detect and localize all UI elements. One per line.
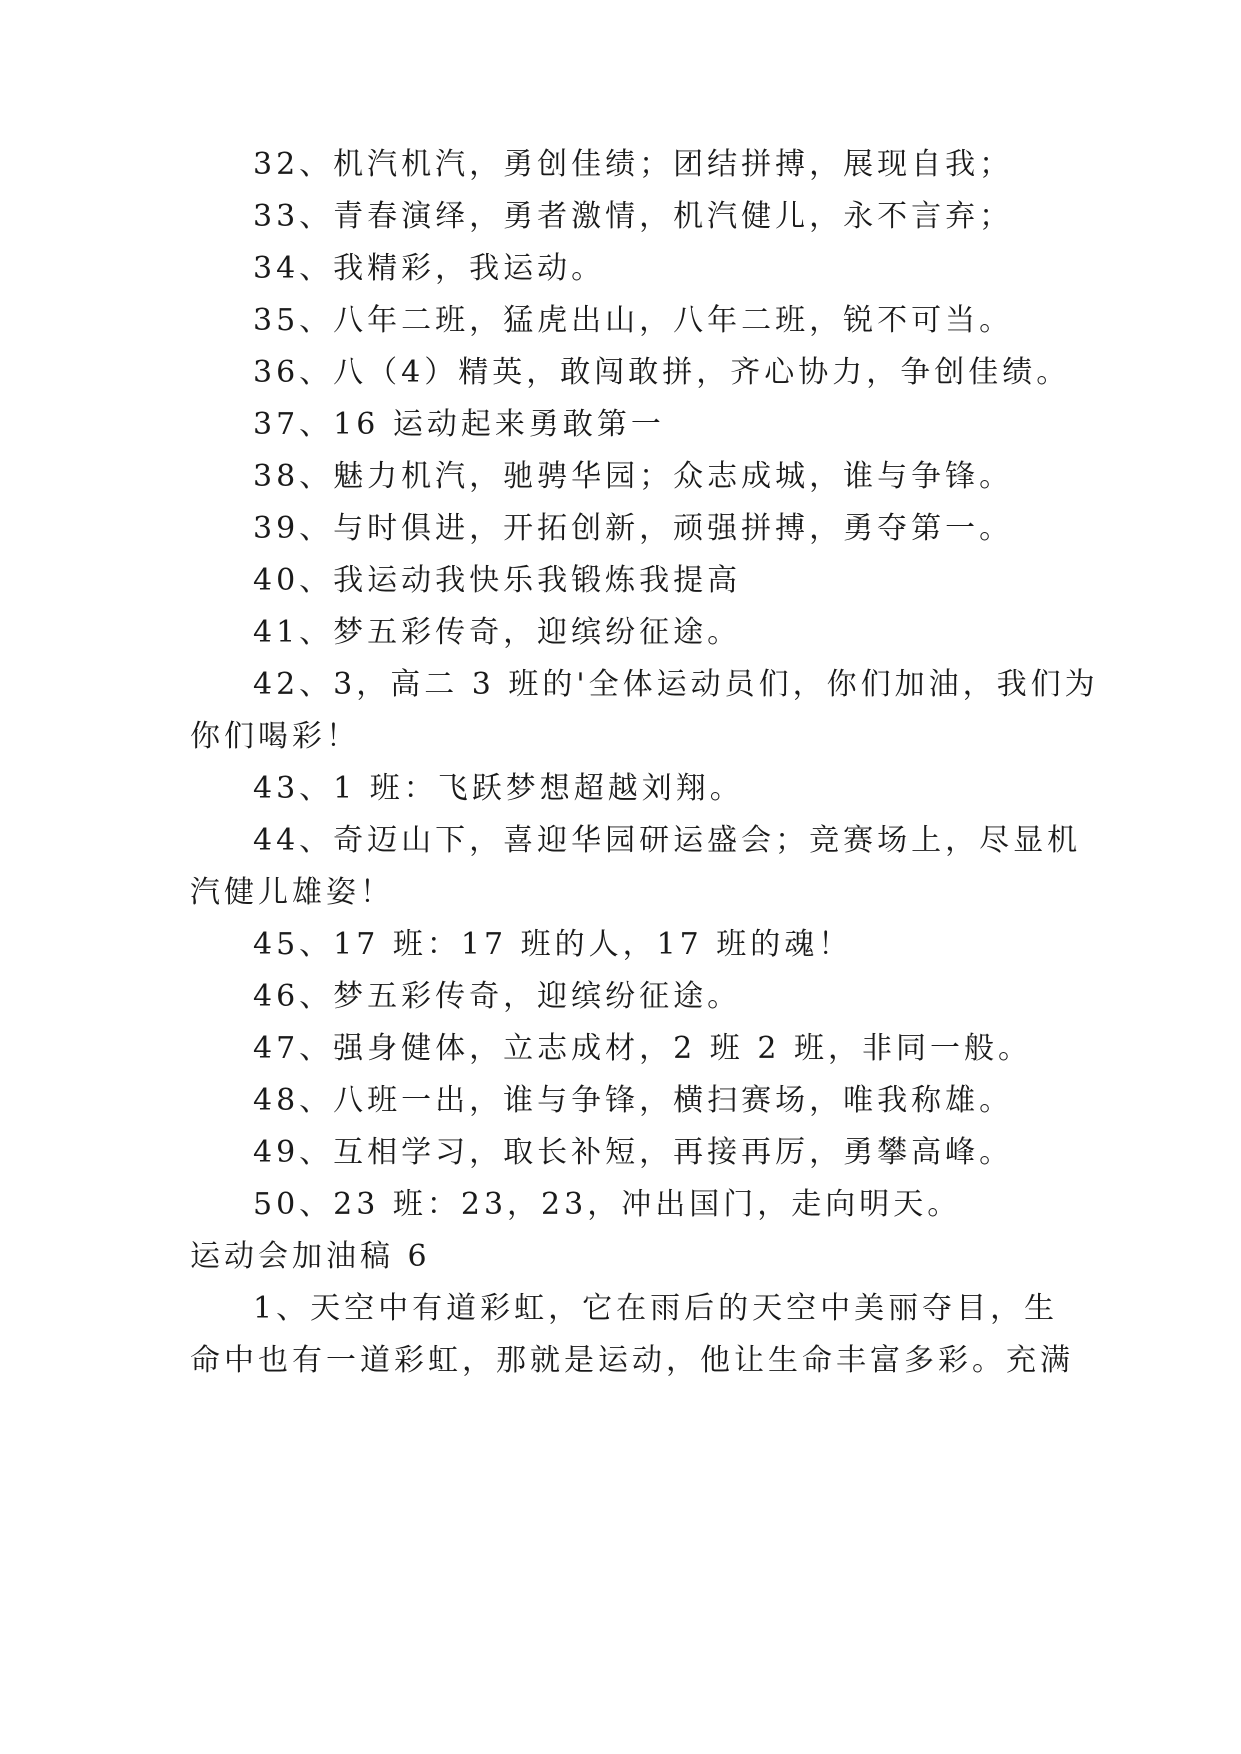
- slogan-43: 43、1 班：飞跃梦想超越刘翔。: [253, 771, 744, 806]
- slogan-39: 39、与时俱进，开拓创新，顽强拼搏，勇夺第一。: [253, 511, 1014, 546]
- slogan-38: 38、魅力机汽，驰骋华园；众志成城，谁与争锋。: [253, 459, 1014, 494]
- slogan-33: 33、青春演绎，勇者激情，机汽健儿，永不言弃；: [253, 199, 1014, 234]
- section-heading: 运动会加油稿 6: [190, 1239, 431, 1274]
- slogan-42-continuation: 你们喝彩！: [190, 719, 360, 754]
- slogan-48: 48、八班一出，谁与争锋，横扫赛场，唯我称雄。: [253, 1083, 1014, 1118]
- slogan-46: 46、梦五彩传奇，迎缤纷征途。: [253, 979, 742, 1014]
- slogan-47: 47、强身健体，立志成材，2 班 2 班，非同一般。: [253, 1031, 1032, 1066]
- section-paragraph-1: 1、天空中有道彩虹，它在雨后的天空中美丽夺目，生: [253, 1291, 1059, 1326]
- slogan-42: 42、3，高二 3 班的'全体运动员们，你们加油，我们为: [253, 667, 1099, 702]
- slogan-49: 49、互相学习，取长补短，再接再厉，勇攀高峰。: [253, 1135, 1014, 1170]
- slogan-32: 32、机汽机汽，勇创佳绩；团结拼搏，展现自我；: [253, 147, 1014, 182]
- slogan-41: 41、梦五彩传奇，迎缤纷征途。: [253, 615, 742, 650]
- slogan-37: 37、16 运动起来勇敢第一: [253, 407, 665, 442]
- slogan-36: 36、八（4）精英，敢闯敢拼，齐心协力，争创佳绩。: [253, 355, 1071, 390]
- slogan-44: 44、奇迈山下，喜迎华园研运盛会；竞赛场上，尽显机: [253, 823, 1082, 858]
- slogan-34: 34、我精彩，我运动。: [253, 251, 606, 286]
- slogan-44-continuation: 汽健儿雄姿！: [190, 875, 394, 910]
- slogan-50: 50、23 班：23，23，冲出国门，走向明天。: [253, 1187, 962, 1222]
- slogan-45: 45、17 班：17 班的人，17 班的魂！: [253, 927, 853, 962]
- slogan-35: 35、八年二班，猛虎出山，八年二班，锐不可当。: [253, 303, 1014, 338]
- section-paragraph-1-continuation: 命中也有一道彩虹，那就是运动，他让生命丰富多彩。充满: [190, 1343, 1074, 1378]
- slogan-40: 40、我运动我快乐我锻炼我提高: [253, 563, 742, 598]
